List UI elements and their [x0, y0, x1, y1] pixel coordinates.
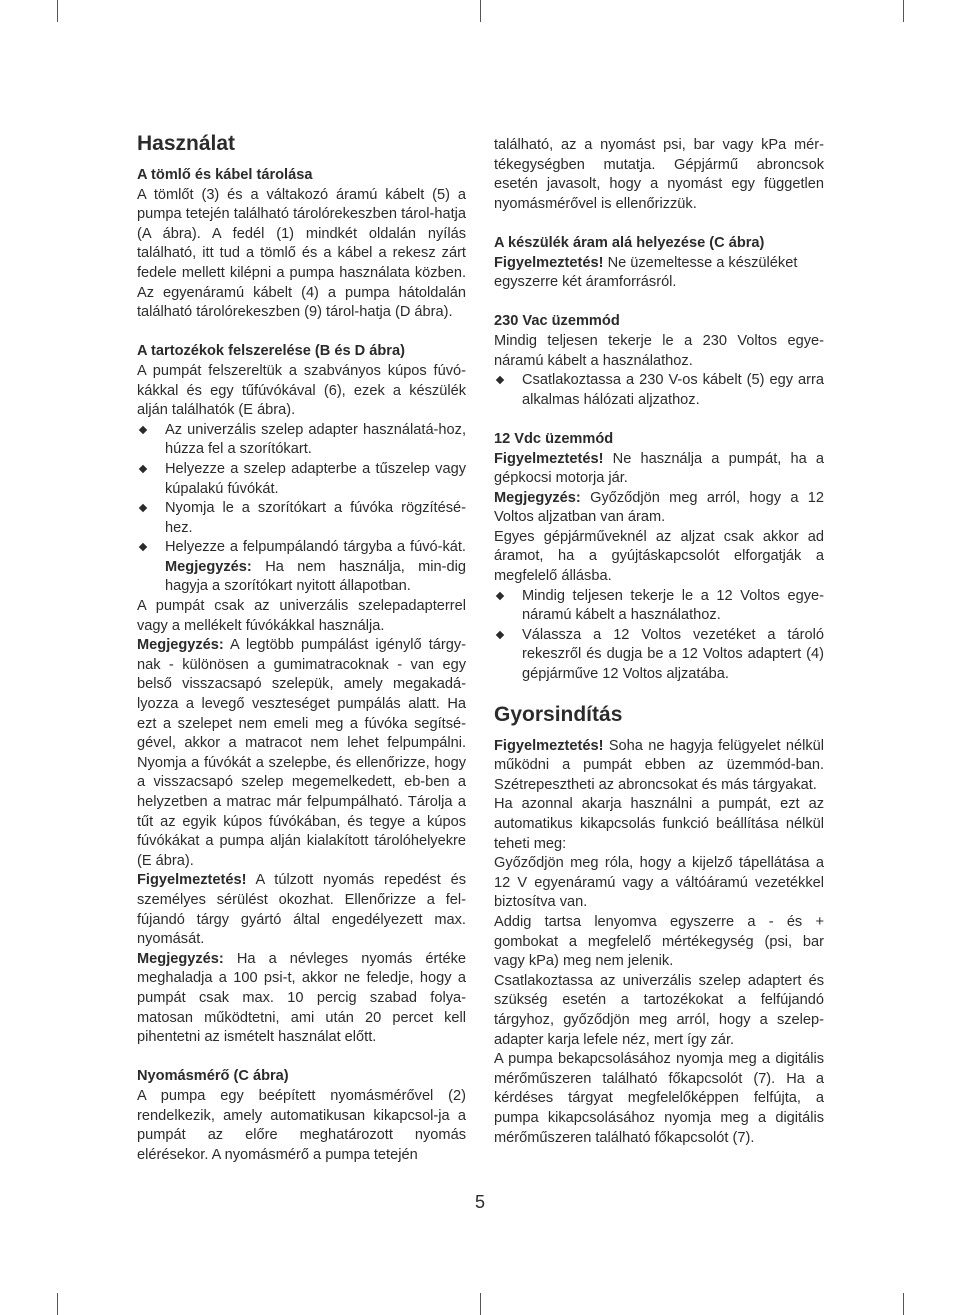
- quickstart-paragraph: Győződjön meg róla, hogy a kijelző tápellátása a 12 V egyenáramú vagy a váltóáramú vezetékkel biztosítva van.: [494, 855, 824, 911]
- accessories-paragraph: A pumpát felszereltük a szabványos kúpos fúvó-kákkal és egy tűfúvókával (6), ezek a készülék alján találhatók (E ábra).: [137, 362, 466, 419]
- section-heading-230vac: 230 Vac üzemmód: [494, 313, 620, 330]
- crop-mark-top-right: [903, 0, 904, 22]
- section-heading-storage: A tömlő és kábel tárolása: [137, 167, 313, 183]
- warning-label: Figyelmeztetés!: [494, 254, 604, 271]
- page-number: 5: [474, 1192, 485, 1212]
- crop-mark-top-left: [57, 0, 58, 22]
- list-item: Az univerzális szelep adapter használatá-hoz, húzza fel a szorítókart.: [137, 421, 466, 460]
- warning-paragraph: Figyelmeztetés! A túlzott nyomás repedést és személyes sérülést okozhat. Ellenőrizze a fel-fújandó tárgy gyártó által engedélyezett max. nyomását.: [137, 872, 467, 948]
- note-paragraph: Megjegyzés: Győződjön meg arról, hogy a 12 Voltos aljzatban van áram.: [494, 489, 824, 526]
- accessories-list: [137, 421, 466, 597]
- warning-paragraph: Figyelmeztetés! Ne használja a pumpát, ha a gépkocsi motorja jár.: [494, 450, 824, 487]
- quickstart-paragraph: Csatlakoztassa az univerzális szelep adaptert és szükség esetén a tartozékokat a felfújandó tárgyhoz, győződjön meg arról, hogy a szelep-adapter karja lefele néz, mert így zár.: [494, 972, 824, 1048]
- accessories-usage-paragraph: A pumpát csak az univerzális szelepadapterrel vagy a mellékelt fúvókákkal használja.: [137, 598, 466, 634]
- note-label: Megjegyzés:: [137, 637, 224, 654]
- list-item: Nyomja le a szorítókart a fúvóka rögzítésé-hez.: [137, 499, 466, 538]
- warning-label: Figyelmeztetés!: [137, 872, 247, 889]
- note-paragraph: Megjegyzés: A legtöbb pumpálást igénylő tárgy-nak - különösen a gumimatracoknak - van egy belső visszacsapó szelepük, amely megakadá-lyozza a levegő veszteséget pumpálás alatt. Ha ezt a szelepet nem emeli meg a fúvóka segítsé-gével, akkor a matracot nem lehet felpumpálni. Nyomja a fúvókát a szelepbe, és ellenőrizze, hogy a visszacsapó szelep megemelkedett, eb-ben a helyzetben a matrac már felpumpálható. Tárolja a tűt az egyik kúpos fúvókában, és tegye a kúpos fúvókákat a pumpa alján kialakított tárolóhelyekre (E ábra).: [137, 637, 466, 869]
- vac-paragraph: Mindig teljesen tekerje le a 230 Voltos egye-náramú kábelt a használathoz.: [494, 332, 824, 369]
- section-heading-power: A készülék áram alá helyezése (C ábra): [494, 234, 765, 251]
- list-item: Helyezze a szelep adapterbe a tűszelep vagy kúpalakú fúvókát.: [137, 460, 466, 499]
- note-label: Megjegyzés:: [137, 950, 224, 967]
- diamond-bullet-icon: [139, 465, 147, 473]
- quickstart-paragraph: Addig tartsa lenyomva egyszerre a - és + gombokat a megfelelő mértékegység (psi, bar vagy kPa) meg nem jelenik.: [494, 913, 824, 970]
- section-heading-gauge: Nyomásmérő (C ábra): [137, 1068, 289, 1085]
- crop-mark-top-center: [480, 0, 481, 22]
- storage-paragraph: A tömlőt (3) és a váltakozó áramú kábelt (5) a pumpa tetején található tárolórekeszben tárol-hatja (A ábra). A fedél (1) mindkét oldalán nyílás található, itt tud a tömlő és a kábel a rekesz zárt fedele mellett kilépni a pumpa használata közben. Az egyenáramú kábelt (4) a pumpa hátoldalán található tárolórekeszben (9) tárol-hatja (D ábra).: [137, 186, 466, 321]
- diamond-bullet-icon: [139, 504, 147, 512]
- diamond-bullet-icon: [139, 543, 147, 551]
- warning-paragraph: Figyelmeztetés! Ne üzemeltesse a készüléket egyszerre két áramforrásról.: [494, 254, 798, 291]
- vdc-list: [494, 587, 824, 685]
- warning-label: Figyelmeztetés!: [494, 450, 604, 467]
- gauge-continued-paragraph: található, az a nyomást psi, bar vagy kPa mér-tékegységben mutatja. Gépjármű abroncsok esetén javasolt, hogy a nyomást egy független nyomásmérővel is ellenőrizzük.: [494, 137, 824, 212]
- diamond-bullet-icon: [496, 591, 504, 599]
- crop-mark-bottom-left: [57, 1293, 58, 1315]
- warning-paragraph: Figyelmeztetés! Soha ne hagyja felügyelet nélkül működni a pumpát ebben az üzemmód-ban. Szétrepesztheti az abroncsokat és más tárgyakat.: [494, 737, 824, 793]
- diamond-bullet-icon: [496, 631, 504, 639]
- vdc-paragraph: Egyes gépjárműveknél az aljzat csak akkor ad áramot, ha a gyújtáskapcsolót elforgatják a megfelelő állásba.: [494, 528, 824, 585]
- note-paragraph: Megjegyzés: Ha a névleges nyomás értéke meghaladja a 100 psi-t, akkor ne feledje, hogy a pumpát csak max. 10 percig szabad folya-matosan működtetni, ami után 20 percet kell pihentetni az ismételt használat előtt.: [137, 950, 466, 1046]
- diamond-bullet-icon: [139, 425, 147, 433]
- gauge-paragraph: A pumpa egy beépített nyomásmérővel (2) rendelkezik, amely automatikusan kikapcsol-ja a pumpát az előre meghatározott nyomás elérésekor. A nyomásmérő a pumpa tetején: [137, 1087, 466, 1163]
- section-heading-accessories: A tartozékok felszerelése (B és D ábra): [137, 343, 405, 360]
- list-item: Helyezze a felpumpálandó tárgyba a fúvó-kát. Megjegyzés: Ha nem használja, min-dig hagyja a szorítókart nyitott állapotban.: [137, 538, 466, 597]
- warning-label: Figyelmeztetés!: [494, 737, 604, 754]
- section-title-quickstart: Gyorsindítás: [494, 702, 623, 726]
- crop-mark-bottom-right: [903, 1293, 904, 1315]
- section-heading-12vdc: 12 Vdc üzemmód: [494, 430, 614, 447]
- quickstart-paragraph: Ha azonnal akarja használni a pumpát, ezt az automatikus kikapcsolás funkció beállítása nélkül teheti meg:: [494, 796, 824, 852]
- quickstart-paragraph: A pumpa bekapcsolásához nyomja meg a digitális mérőműszeren található főkapcsolót (7). Ha a kérdéses tárgyat megfelelőképpen felfújta, a pumpa kikapcsolásához nyomja meg a digitális mérőműszeren található főkapcsolót (7).: [494, 1051, 824, 1146]
- left-column: [137, 130, 466, 1165]
- list-item: Mindig teljesen tekerje le a 12 Voltos egye-náramú kábelt a használathoz.: [494, 587, 824, 626]
- crop-mark-bottom-center: [480, 1293, 481, 1315]
- list-item: Csatlakoztassa a 230 V-os kábelt (5) egy arra alkalmas hálózati aljzathoz.: [494, 371, 824, 410]
- vac-list: [494, 371, 824, 410]
- note-label: Megjegyzés:: [165, 558, 252, 575]
- page-title: Használat: [137, 132, 236, 155]
- list-item: Válassza a 12 Voltos vezetéket a tároló rekeszről és dugja be a 12 Voltos adaptert (4) gépjárműve 12 Voltos aljzatába.: [494, 626, 824, 685]
- right-column: [494, 136, 824, 1148]
- diamond-bullet-icon: [496, 376, 504, 384]
- note-label: Megjegyzés:: [494, 489, 581, 506]
